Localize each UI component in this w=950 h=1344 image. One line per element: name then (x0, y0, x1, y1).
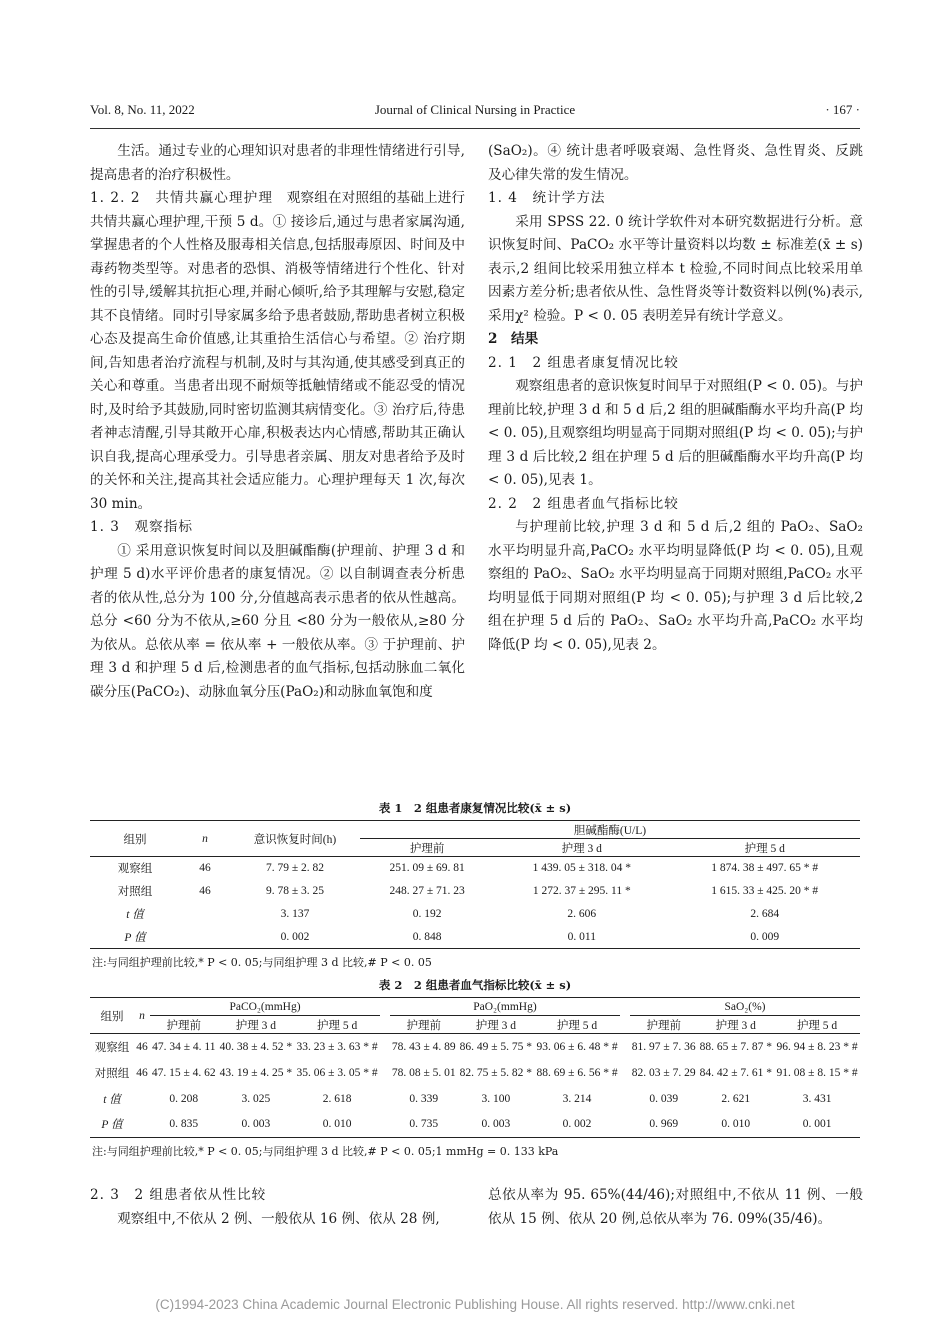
cell (180, 926, 230, 949)
cell: 0. 969 (649, 1118, 679, 1131)
header-sub: 护理 5 d (796, 1019, 838, 1032)
section-title: 1. 2. 2 共情共赢心理护理 (90, 190, 274, 206)
cell: 96. 94 ± 8. 23 * # (776, 1040, 858, 1053)
paragraph: (SaO₂)。④ 统计患者呼吸衰竭、急性肾炎、急性胃炎、反跳及心律失常的发生情况。 (488, 143, 863, 183)
cell: 9. 78 ± 3. 25 (265, 885, 325, 897)
section-body: 观察组中,不依从 2 例、一般依从 16 例、依从 28 例, (117, 1211, 440, 1227)
cell: 47. 34 ± 4. 11 (152, 1040, 216, 1053)
cell: 91. 08 ± 8. 15 * # (776, 1066, 858, 1079)
cell: 1 874. 38 ± 497. 65 * # (711, 862, 819, 875)
section-title: 1. 4 统计学方法 (488, 190, 606, 206)
cell: 2. 618 (322, 1092, 352, 1105)
cell: 82. 75 ± 5. 82 * (459, 1066, 533, 1079)
cell: 35. 06 ± 3. 05 * # (296, 1066, 378, 1079)
cell: 46 (199, 885, 211, 897)
cell (180, 903, 230, 926)
table-row (90, 903, 860, 926)
cell: 78. 43 ± 4. 89 (391, 1040, 456, 1053)
cell: 86. 49 ± 5. 75 * (459, 1040, 533, 1053)
cell: 251. 09 ± 69. 81 (389, 862, 465, 875)
cell: 3. 100 (481, 1092, 511, 1105)
cell: 88. 65 ± 7. 87 * (699, 1040, 773, 1053)
section-body: 与护理前比较,护理 3 d 和 5 d 后,2 组的 PaO₂、SaO₂ 水平均明显升高,PaCO₂ 水平均明显降低(P 均 < 0. 05),且观察组的 PaO₂、SaO₂ 水平均明显高于同期对照组,PaCO₂ 水平均明显低于同期对照组(P 均 < 0. 05);与护理 3 d 后比较,2 组在护理 5 d 后的 PaO₂、SaO₂ 水平均升高,PaCO₂ 水平均降低(P 均 < 0. 05),见表 2。 (488, 519, 863, 653)
cell: 84. 42 ± 7. 61 * (699, 1066, 773, 1079)
table-caption: 表 2 2 组患者血气指标比较(x̄ ± s) (378, 978, 572, 992)
header-paco2: PaCO₂(mmHg) (150, 998, 380, 1016)
cell: 33. 23 ± 3. 63 * # (296, 1040, 378, 1053)
cell: 7. 79 ± 2. 82 (265, 862, 325, 875)
table-row (90, 1112, 860, 1138)
header-group: 组别 (90, 998, 134, 1034)
header-sub: 护理前 (409, 842, 445, 855)
cell: 0. 010 (721, 1118, 751, 1131)
cell: 2. 684 (750, 908, 780, 920)
section-title: 2 结果 (488, 331, 539, 347)
header-sub: 护理 3 d (235, 1019, 276, 1032)
table-note: 注:与同组护理前比较,* P < 0. 05;与同组护理 3 d 比较,# P < 0. 05;1 mmHg = 0. 133 kPa (92, 1145, 559, 1158)
cell: 40. 38 ± 4. 52 * (219, 1040, 293, 1053)
left-column (90, 140, 465, 704)
cell: 0. 208 (169, 1092, 199, 1105)
table-row (90, 857, 860, 880)
section-2-3-left (90, 1183, 465, 1231)
cell: 0. 002 (280, 930, 310, 943)
cell: 对照组 (94, 1067, 130, 1080)
section-title: 2. 2 2 组患者血气指标比较 (488, 495, 679, 512)
cell: 观察组 (94, 1041, 130, 1054)
cell (134, 1086, 150, 1112)
table-row (90, 1086, 860, 1112)
section-2-3-right (488, 1183, 863, 1231)
header-sub: 护理前 (646, 1019, 681, 1032)
cell (134, 1112, 150, 1138)
table-row (90, 1034, 860, 1060)
cell: 对照组 (117, 886, 153, 898)
cell: 1 615. 33 ± 425. 20 * # (711, 885, 819, 897)
cell: 78. 08 ± 5. 01 (391, 1066, 456, 1079)
header-che: 胆碱酯酶(U/L) (360, 821, 860, 839)
cell: 82. 03 ± 7. 29 (631, 1066, 696, 1079)
cell: 46 (136, 1040, 148, 1053)
cell: 0. 002 (562, 1118, 592, 1131)
cell: 0. 003 (241, 1118, 271, 1131)
section-title: 2. 1 2 组患者康复情况比较 (488, 354, 679, 371)
section-title: 2. 3 2 组患者依从性比较 (90, 1187, 267, 1203)
cell: 0. 339 (409, 1092, 439, 1105)
table-row (90, 880, 860, 903)
header-sub: 护理 5 d (316, 1019, 358, 1032)
cell: 88. 69 ± 6. 56 * # (536, 1066, 618, 1079)
page-number: · 167 · (825, 102, 860, 117)
table-1-grid (90, 820, 860, 949)
table-2 (90, 977, 860, 1159)
cell: 观察组 (117, 863, 153, 876)
cell: 3. 025 (241, 1092, 271, 1105)
header-n: n (180, 821, 230, 857)
cell: 0. 009 (750, 930, 780, 943)
cell: 43. 19 ± 4. 25 * (219, 1066, 293, 1079)
header-pao2: PaO₂(mmHg) (390, 998, 620, 1016)
header-sub: 护理 3 d (561, 842, 602, 855)
section-body: 观察组患者的意识恢复时间早于对照组(P < 0. 05)。与护理前比较,护理 3 d 和 5 d 后,2 组的胆碱酯酶水平均升高(P 均 < 0. 05),且观察组均明显高于同期对照组(P 均 < 0. 05);与护理 3 d 后比较,2 组在护理 5 d 后的胆碱酯酶水平均升高(P 均 < 0. 05),见表 1。 (488, 378, 863, 488)
cell: 2. 606 (567, 908, 597, 920)
cell: 46 (199, 862, 211, 875)
header-sub: 护理 5 d (556, 1019, 598, 1032)
cell: 248. 27 ± 71. 23 (389, 885, 465, 897)
cell: 3. 431 (802, 1092, 832, 1105)
running-header (90, 102, 860, 124)
header-sub: 护理前 (406, 1019, 441, 1032)
cell: 47. 15 ± 4. 62 (151, 1066, 216, 1079)
cell: 0. 192 (412, 908, 442, 920)
journal-volume: Vol. 8, No. 11, 2022 (90, 102, 195, 117)
cell: 2. 621 (721, 1092, 751, 1105)
table-1 (90, 800, 860, 970)
cell: t 值 (103, 1093, 121, 1106)
cell: 0. 010 (322, 1118, 352, 1131)
cell: 3. 214 (562, 1092, 592, 1105)
cell: 3. 137 (280, 908, 310, 920)
cell: 0. 001 (802, 1118, 832, 1131)
header-sub: 护理前 (166, 1019, 202, 1032)
header-sao2: SaO₂(%) (630, 998, 860, 1016)
section-1-2-2 (90, 187, 465, 516)
section-body: 总依从率为 95. 65%(44/46);对照组中,不依从 11 例、一般依从 15 例、依从 20 例,总依从率为 76. 09%(35/46)。 (488, 1187, 863, 1227)
table-row (90, 1060, 860, 1086)
table-caption: 表 1 2 组患者康复情况比较(x̄ ± s) (378, 801, 572, 815)
table-note: 注:与同组护理前比较,* P < 0. 05;与同组护理 3 d 比较,# P < 0. 05 (92, 956, 432, 969)
header-sub: 护理 3 d (715, 1019, 756, 1032)
right-column (488, 140, 863, 657)
cell: 1 272. 37 ± 295. 11 * (532, 885, 631, 897)
copyright-footer: (C)1994-2023 China Academic Journal Electronic Publishing House. All rights reserved. http://www.cnki.net (155, 1297, 795, 1312)
table-row (90, 926, 860, 949)
cell: 1 439. 05 ± 318. 04 * (532, 862, 631, 875)
cell: t 值 (126, 909, 144, 921)
cell: P 值 (101, 1119, 123, 1132)
cell: 0. 735 (409, 1118, 439, 1131)
journal-title: Journal of Clinical Nursing in Practice (374, 102, 576, 117)
cell: 46 (136, 1066, 148, 1079)
section-body: 观察组在对照组的基础上进行共情共赢心理护理,干预 5 d。① 接诊后,通过与患者家属沟通,掌握患者的个人性格及服毒相关信息,包括服毒原因、时间及中毒药物类型等。对患者的恐惧、消极等情绪进行个性化、针对性的引导,缓解其抗拒心理,并耐心倾听,给予其理解与安慰,稳定其不良情绪。同时引导家属多给予患者鼓励,帮助患者树立积极心态及提高生命价值感,让其重拾生活信心与希望。② 治疗期间,告知患者治疗流程与机制,及时与其沟通,使其感受到真正的关心和尊重。当患者出现不耐烦等抵触情绪或不能忍受的情况时,及时给予其鼓励,同时密切监测其病情变化。③ 治疗后,待患者神志清醒,引导其敞开心扉,积极表达内心情感,帮助其正确认识自我,提高心理承受力。引导患者亲属、朋友对患者给予及时的关怀和关注,提高其社会适应能力。心理护理每天 1 次,每次 30 min。 (90, 190, 466, 512)
header-time: 意识恢复时间(h) (230, 821, 360, 857)
header-n: n (134, 998, 150, 1034)
header-rule (90, 128, 860, 129)
cell: 0. 011 (567, 930, 596, 943)
paragraph: 生活。通过专业的心理知识对患者的非理性情绪进行引导,提高患者的治疗积极性。 (90, 143, 465, 183)
cell: 93. 06 ± 6. 48 * # (536, 1040, 618, 1053)
table-2-grid (90, 997, 860, 1138)
cell: 0. 835 (169, 1118, 199, 1131)
cell: P 值 (124, 931, 146, 944)
header-sub: 护理 5 d (744, 842, 785, 855)
cell: 0. 039 (649, 1092, 679, 1105)
section-title: 1. 3 观察指标 (90, 519, 193, 535)
cell: 0. 003 (481, 1118, 511, 1131)
cell: 81. 97 ± 7. 36 (631, 1040, 696, 1053)
section-body: ① 采用意识恢复时间以及胆碱酯酶(护理前、护理 3 d 和护理 5 d)水平评价患者的康复情况。② 以自制调查表分析患者的依从性,总分为 100 分,分值越高表示患者的依从性越高。总分 <60 分为不依从,≥60 分且 <80 分为一般依从,≥80 分为依从。总依从率 = 依从率 + 一般依从率。③ 于护理前、护理 3 d 和护理 5 d 后,检测患者的血气指标,包括动脉血二氧化碳分压(PaCO₂)、动脉血氧分压(PaO₂)和动脉血氧饱和度 (90, 542, 465, 700)
header-sub: 护理 3 d (475, 1019, 516, 1032)
section-body: 采用 SPSS 22. 0 统计学软件对本研究数据进行分析。意识恢复时间、PaCO₂ 水平等计量资料以均数 ± 标准差(x̄ ± s)表示,2 组间比较采用独立样本 t 检验,不同时间点比较采用单因素方差分析;患者依从性、急性肾炎等计数资料以例(%)表示,采用χ² 检验。P < 0. 05 表明差异有统计学意义。 (488, 213, 863, 324)
header-group: 组别 (90, 821, 180, 857)
cell: 0. 848 (412, 930, 442, 943)
